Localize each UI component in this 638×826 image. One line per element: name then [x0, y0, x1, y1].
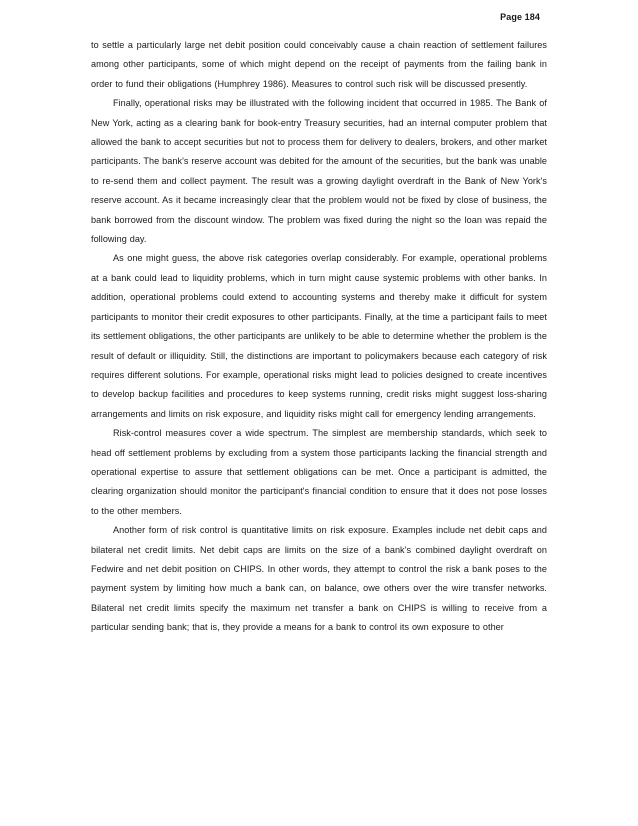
paragraph-2: Finally, operational risks may be illustrated with the following incident that occurred in 1985. The Bank of New York, acting as a clearing bank for book-entry Treasury securities, had an internal computer problem that allowed the bank to accept securities but not to process them for delivery to dealers, brokers, and other market participants. The bank's reserve account was debited for the amount of the securities, but the bank was unable to re-send them and collect payment. The result was a growing daylight overdraft in the Bank of New York's reserve account. As it became increasingly clear that the problem would not be fixed by close of business, the bank borrowed from the discount window. The problem was fixed during the night so the loan was repaid the following day.	[91, 98, 547, 245]
page-number: Page 184	[500, 12, 540, 22]
paragraph-5: Another form of risk control is quantitative limits on risk exposure. Examples include net debit caps and bilateral net credit limits. Net debit caps are limits on the size of a bank's combined daylight overdraft on Fedwire and net debit position on CHIPS. In other words, they attempt to control the risk a bank poses to the payment system by limiting how much a bank can, on balance, owe others over the wire transfer networks. Bilateral net credit limits specify the maximum net transfer a bank on CHIPS is willing to receive from a particular sending bank; that is, they provide a means for a bank to control its own exposure to other	[91, 525, 547, 633]
paragraph-3: As one might guess, the above risk categories overlap considerably. For example, operational problems at a bank could lead to liquidity problems, which in turn might cause systemic problems with other banks. In addition, operational problems could extend to accounting systems and thereby make it difficult for system participants to monitor their credit exposures to other participants. Finally, at the time a participant fails to meet its settlement obligations, the other participants are unlikely to be able to determine whether the problem is the result of default or illiquidity. Still, the distinctions are important to policymakers because each category of risk requires different solutions. For example, operational risks might lead to policies designed to create incentives to develop backup facilities and procedures to keep systems running, credit risks might suggest loss-sharing arrangements and limits on risk exposure, and liquidity risks might call for emergency lending arrangements.	[91, 253, 547, 419]
paragraph-1: to settle a particularly large net debit position could conceivably cause a chain reaction of settlement failures among other participants, some of which might depend on the receipt of payments from the failing bank in order to fund their obligations (Humphrey 1986). Measures to control such risk will be discussed presently.	[91, 40, 547, 89]
body-text	[91, 36, 547, 638]
paragraph-4: Risk-control measures cover a wide spectrum. The simplest are membership standards, which seek to head off settlement problems by excluding from a system those participants lacking the financial strength and operational expertise to assure that settlement obligations can be met. Once a participant is admitted, the clearing organization should monitor the participant's financial condition to ensure that it does not pose losses to the other members.	[91, 428, 547, 516]
